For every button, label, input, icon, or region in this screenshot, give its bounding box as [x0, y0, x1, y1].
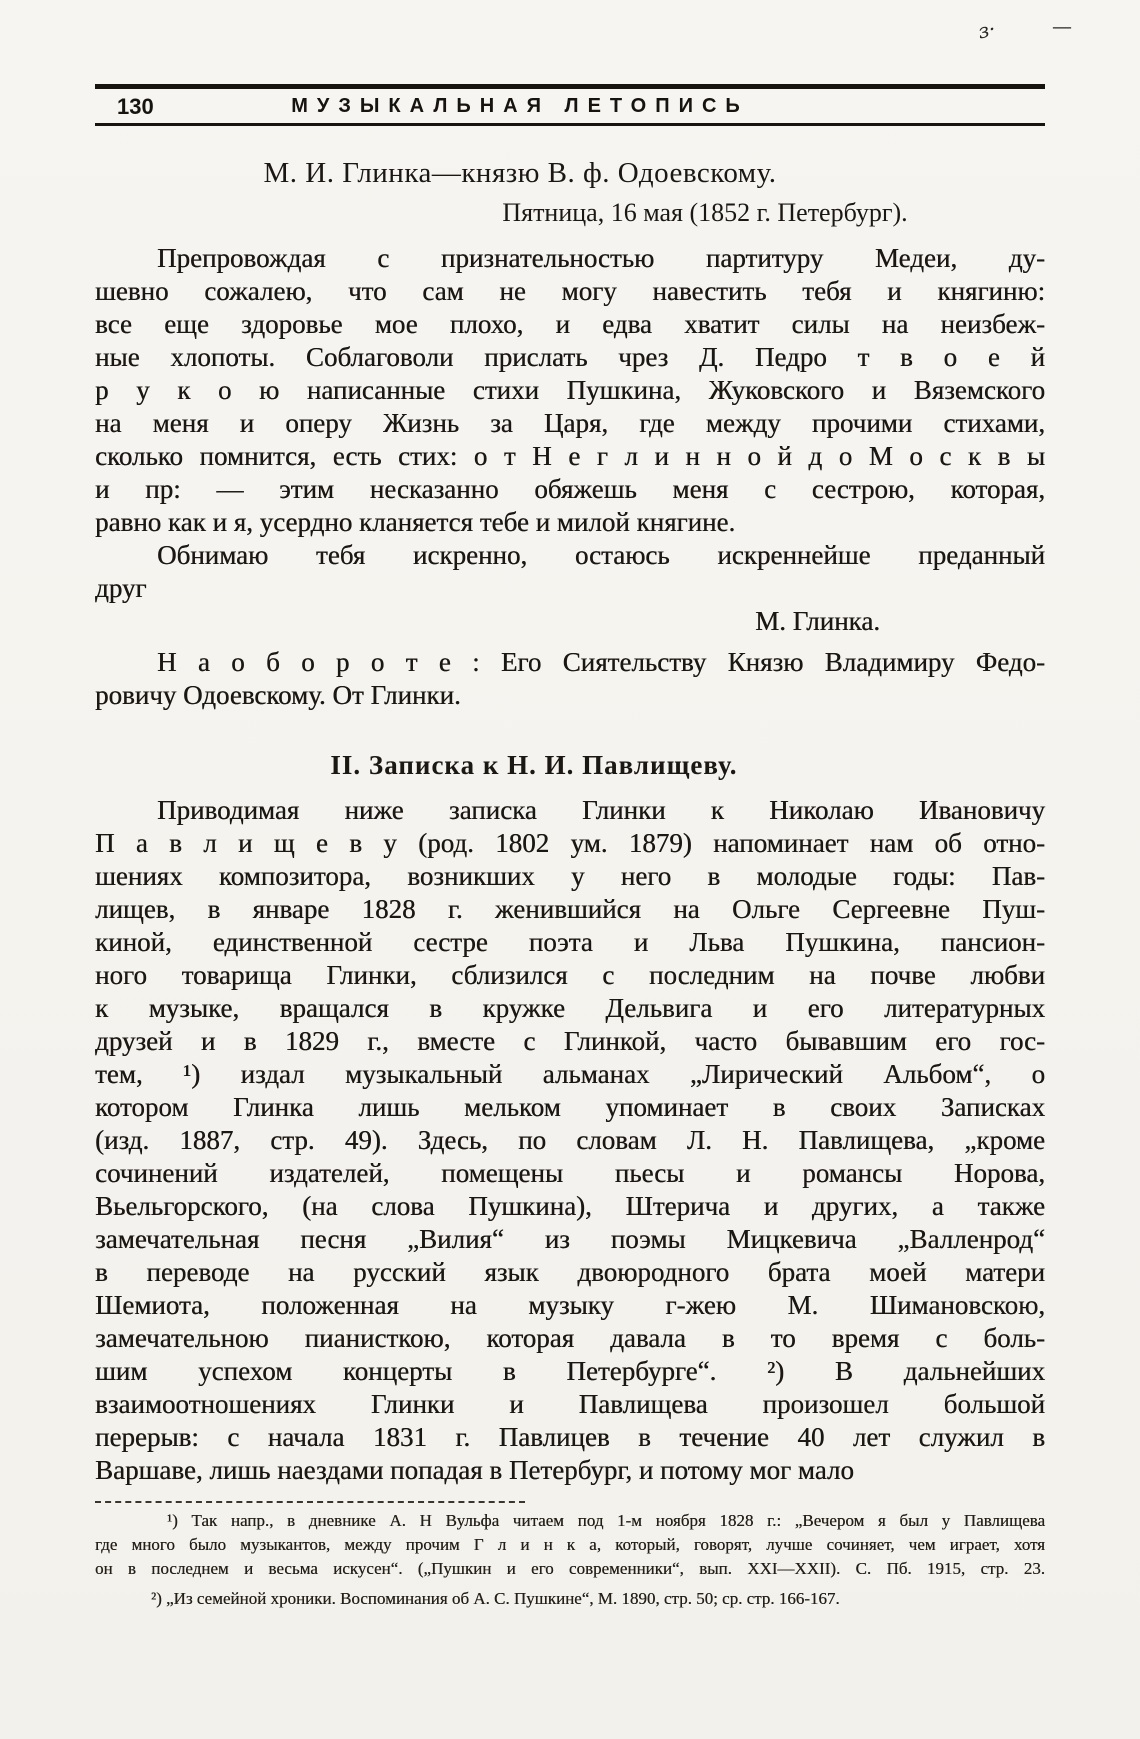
page-content: [95, 0, 1045, 1611]
text-line: П а в л и щ е в у (род. 1802 ум. 1879) напоминает нам об отно-: [95, 828, 1045, 858]
text-line: ²) „Из семейной хроники. Воспоминания об А. С. Пушкине“, М. 1890, стр. 50; ср. стр. 166-167.: [151, 1589, 840, 1608]
letter-dateline: Пятница, 16 мая (1852 г. Петербург).: [502, 198, 908, 227]
text-line: р у к о ю написанные стихи Пушкина, Жуковского и Вяземского: [95, 375, 1045, 405]
text-line: где много было музыкантов, между прочим Г л и н к а, который, говорят, лучше сочиняет, чем играет, хотя: [95, 1535, 1045, 1554]
text-line: Вьельгорского, (на слова Пушкина), Штерича и других, а также: [95, 1191, 1045, 1221]
text-line: ного товарища Глинки, сблизился с последним на почве любви: [95, 960, 1045, 990]
text-line: к музыке, вращался в кружке Дельвига и его литературных: [95, 993, 1045, 1023]
text-line: Приводимая ниже записка Глинки к Николаю Ивановичу: [157, 795, 1045, 825]
text-line: Н а о б о р о т е : Его Сиятельству Князю Владимиру Федо-: [157, 647, 1045, 677]
text-line: взаимоотношениях Глинки и Павлищева произошел большой: [95, 1389, 1045, 1419]
letter-body-paragraph: [95, 242, 1045, 539]
text-line: Шемиота, положенная на музыку г-жею М. Шимановскою,: [95, 1290, 1045, 1320]
section-body-paragraph: [95, 794, 1045, 1487]
footnote-separator: [95, 1501, 525, 1503]
letter-signature: М. Глинка.: [755, 606, 880, 636]
letter-title: М. И. Глинка—князю В. ф. Одоевскому.: [263, 157, 777, 189]
ink-mark-right: —: [1052, 14, 1070, 38]
text-line: он в последнем и весьма искусен“. („Пушкин и его современники“, вып. XXI—XXII). С. Пб. 1915, стр. 23.: [95, 1559, 1045, 1578]
text-line: сочинений издателей, помещены пьесы и романсы Норова,: [95, 1158, 1045, 1188]
text-line: в переводе на русский язык двоюродного брата моей матери: [95, 1257, 1045, 1287]
footnote-1: [95, 1509, 1045, 1581]
text-line: киной, единственной сестре поэта и Льва Пушкина, пансион-: [95, 927, 1045, 957]
text-line: ные хлопоты. Соблаговоли прислать чрез Д. Педро т в о е й: [95, 342, 1045, 372]
text-line: Обнимаю тебя искренно, остаюсь искреннейше преданный: [157, 540, 1045, 570]
text-line: котором Глинка лишь мельком упоминает в своих Записках: [95, 1092, 1045, 1122]
text-line: равно как и я, усердно кланяется тебе и милой княгине.: [95, 507, 736, 537]
text-line: сколько помнится, есть стих: о т Н е г л и н н о й д о М о с к в ы: [95, 441, 1045, 471]
ink-mark-left: з·: [975, 16, 998, 44]
text-line: и пр: — этим несказанно обяжешь меня с сестрою, которая,: [95, 474, 1045, 504]
text-line: Препровождая с признательностью партитуру Медеи, ду-: [157, 243, 1045, 273]
running-header: [95, 89, 1045, 123]
text-line: перерыв: с начала 1831 г. Павлицев в течение 40 лет служил в: [95, 1422, 1045, 1452]
text-line: замечательная песня „Вилия“ из поэмы Мицкевича „Валленрод“: [95, 1224, 1045, 1254]
text-line: Варшаве, лишь наездами попадая в Петербург, и потому мог мало: [95, 1455, 854, 1485]
text-line: замечательною пианисткою, которая давала в то время с боль-: [95, 1323, 1045, 1353]
letter-closing-paragraph: [95, 539, 1045, 605]
text-line: шевно сожалею, что сам не могу навестить тебя и княгиню:: [95, 276, 1045, 306]
text-line: лищев, в январе 1828 г. женившийся на Ольге Сергеевне Пуш-: [95, 894, 1045, 924]
text-line: на меня и оперу Жизнь за Царя, где между прочими стихами,: [95, 408, 1045, 438]
text-line: все еще здоровье мое плохо, и едва хватит силы на неизбеж-: [95, 309, 1045, 339]
journal-title: МУЗЫКАЛЬНАЯ ЛЕТОПИСЬ: [291, 95, 749, 117]
text-line: шим успехом концерты в Петербурге“. ²) В дальнейших: [95, 1356, 1045, 1386]
section-heading: II. Записка к Н. И. Павлищеву.: [330, 750, 738, 780]
text-line: друг: [95, 573, 147, 603]
text-line: ровичу Одоевскому. От Глинки.: [95, 680, 461, 710]
header-rule-bottom: [95, 123, 1045, 126]
text-line: ¹) Так напр., в дневнике А. Н Вульфа читаем под 1-м ноября 1828 г.: „Вечером я был у Павлищева: [167, 1511, 1045, 1530]
text-line: шениях композитора, возникших у него в молодые годы: Пав-: [95, 861, 1045, 891]
letter-verso-paragraph: [95, 646, 1045, 712]
text-line: друзей и в 1829 г., вместе с Глинкой, часто бывавшим его гос-: [95, 1026, 1045, 1056]
text-line: тем, ¹) издал музыкальный альманах „Лирический Альбом“, о: [95, 1059, 1045, 1089]
page-number: 130: [117, 94, 154, 119]
text-line: (изд. 1887, стр. 49). Здесь, по словам Л. Н. Павлищева, „кроме: [95, 1125, 1045, 1155]
footnote-2: [95, 1587, 1045, 1611]
